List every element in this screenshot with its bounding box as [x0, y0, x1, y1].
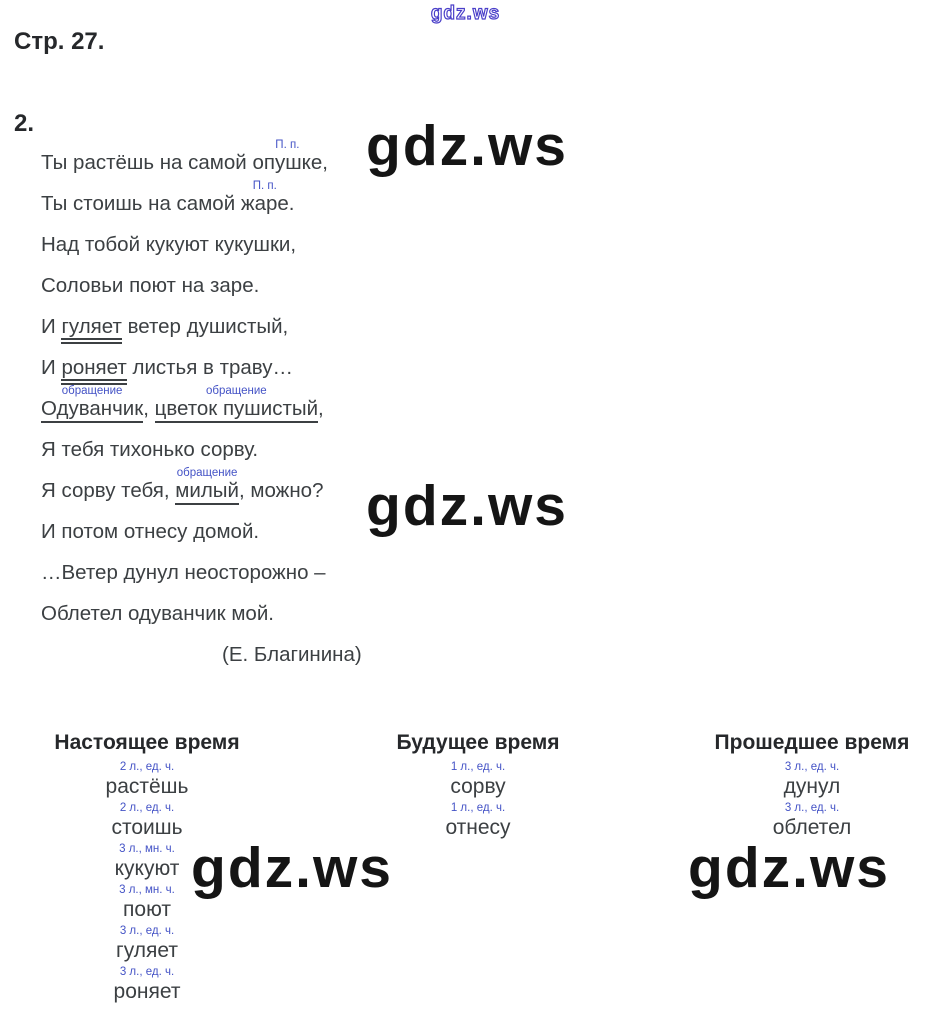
poem-text: И потом отнесу домой. — [41, 520, 260, 543]
poem-text: Ты растёшь на самой — [41, 151, 253, 174]
poem-text: Я тебя тихонько сорву. — [41, 438, 259, 461]
tense-header: Будущее время — [396, 731, 560, 754]
verb-entry — [17, 802, 277, 843]
watermark-large-1: gdz.ws — [366, 114, 569, 178]
poem-line — [41, 429, 328, 470]
poem-text: Ты стоишь на самой — [41, 192, 241, 215]
grammar-annotation: обращение — [61, 385, 123, 397]
poem-line — [41, 385, 328, 429]
verb-entry — [17, 843, 277, 884]
poem-line — [41, 265, 328, 306]
poem-text: жаре П. п. — [240, 180, 289, 215]
poem-line — [41, 552, 328, 593]
verb-entry — [348, 761, 608, 802]
poem-line — [41, 593, 328, 634]
verb-word: отнесу — [445, 816, 511, 839]
poem-text: И — [41, 356, 62, 379]
verb-word: кукуют — [114, 857, 180, 880]
poem — [41, 139, 328, 634]
watermark-large-4: gdz.ws — [688, 836, 891, 900]
underlined-word: милый обращение — [175, 479, 239, 505]
verb-word: сорву — [450, 775, 506, 798]
poem-line — [41, 306, 328, 347]
verb-word: гуляет — [116, 939, 178, 962]
verb-entry — [17, 966, 277, 1007]
poem-text: …Ветер дунул неосторожно – — [41, 561, 326, 584]
poem-text: , — [322, 151, 328, 174]
verb-word: растёшь — [105, 775, 189, 798]
grammar-annotation: П. п. — [275, 139, 300, 151]
verb-grammar-note: 2 л., ед. ч. — [119, 761, 175, 773]
poem-text: Облетел одуванчик мой. — [41, 602, 274, 625]
poem-attribution: (Е. Благинина) — [222, 643, 362, 666]
poem-text: Над тобой кукуют кукушки, — [41, 233, 297, 256]
watermark-large-3: gdz.ws — [191, 836, 394, 900]
verb-entry — [348, 802, 608, 843]
grammar-annotation: П. п. — [252, 180, 277, 192]
verb-word: стоишь — [111, 816, 183, 839]
verb-grammar-note: 3 л., мн. ч. — [119, 843, 175, 855]
verb-grammar-note: 3 л., мн. ч. — [119, 884, 175, 896]
verb-word: роняет — [113, 980, 181, 1003]
verb-entry — [17, 884, 277, 925]
grammar-annotation: обращение — [176, 467, 238, 479]
poem-line — [41, 467, 328, 511]
underlined-word: цветок пушистый обращение — [155, 397, 318, 423]
verb-word: поют — [123, 898, 171, 921]
verb-grammar-note: 3 л., ед. ч. — [784, 802, 840, 814]
verb-grammar-note: 1 л., ед. ч. — [450, 802, 506, 814]
task-number: 2. — [14, 110, 35, 137]
poem-text: листья в траву… — [126, 356, 293, 379]
verb-list — [17, 761, 277, 1007]
verb-grammar-note: 3 л., ед. ч. — [784, 761, 840, 773]
tense-column-present — [17, 731, 277, 1007]
grammar-annotation: обращение — [205, 385, 267, 397]
underlined-word: Одуванчик обращение — [41, 397, 143, 423]
verb-entry — [17, 925, 277, 966]
watermark-large-2: gdz.ws — [366, 474, 569, 538]
verb-entry — [682, 802, 931, 843]
tense-header: Настоящее время — [54, 731, 240, 754]
poem-text: , — [318, 397, 324, 420]
page-heading: Стр. 27. — [14, 28, 105, 55]
verb-word: облетел — [772, 816, 852, 839]
watermark-top: gdz.ws — [430, 3, 501, 24]
poem-text: . — [288, 192, 295, 215]
poem-line — [41, 511, 328, 552]
verb-entry — [682, 761, 931, 802]
poem-text: И — [41, 315, 62, 338]
poem-line — [41, 224, 328, 265]
tense-column-past — [682, 731, 931, 843]
poem-text: Я сорву тебя, — [41, 479, 176, 502]
verb-grammar-note: 3 л., ед. ч. — [119, 925, 175, 937]
verb-list — [348, 761, 608, 843]
poem-line — [41, 180, 328, 224]
tense-header: Прошедшее время — [714, 731, 910, 754]
verb-grammar-note: 2 л., ед. ч. — [119, 802, 175, 814]
verb-grammar-note: 3 л., ед. ч. — [119, 966, 175, 978]
verb-grammar-note: 1 л., ед. ч. — [450, 761, 506, 773]
poem-text: , можно? — [238, 479, 324, 502]
verb-entry — [17, 761, 277, 802]
poem-text: Соловьи поют на заре. — [41, 274, 260, 297]
underlined-word: роняет — [61, 356, 126, 385]
poem-line — [41, 139, 328, 183]
tense-column-future — [348, 731, 608, 843]
poem-text: , — [143, 397, 155, 420]
poem-text: опушке П. п. — [252, 139, 323, 174]
verb-list — [682, 761, 931, 843]
verb-word: дунул — [783, 775, 841, 798]
underlined-word: гуляет — [61, 315, 121, 344]
poem-line — [41, 347, 328, 388]
poem-text: ветер душистый, — [121, 315, 289, 338]
